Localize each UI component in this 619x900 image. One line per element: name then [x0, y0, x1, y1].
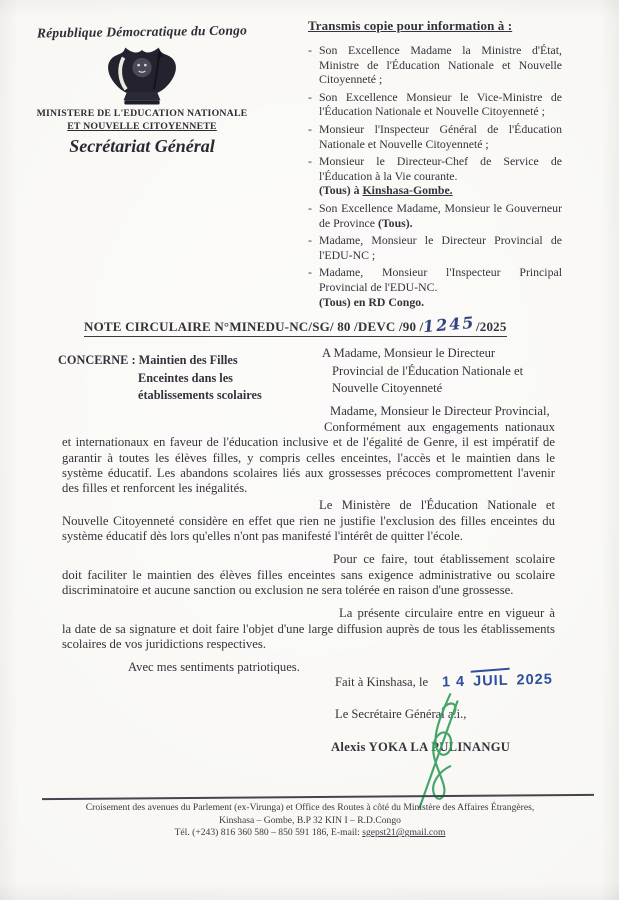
body-paragraph-4: La présente circulaire entre en vigueur à la date de sa signature et doit faire l'objet d'une large diffusion auprès de tous les établissements scolaires de vos juridictions respectives.: [62, 606, 555, 651]
subject-line3: établissements scolaires: [138, 388, 262, 402]
list-item-main: Madame, Monsieur l'Inspecteur Principal Provincial de l'EDU-NC.: [319, 265, 562, 294]
copy-distribution-block: [308, 18, 562, 312]
list-item: [308, 43, 562, 87]
tous-label: (Tous) en RD Congo.: [319, 294, 425, 309]
subject-label: CONCERNE :: [58, 353, 136, 367]
tous-label: (Tous).: [377, 215, 413, 230]
reference-suffix: /2025: [475, 319, 507, 334]
subject-line2: Enceintes dans les: [138, 370, 233, 385]
body-paragraph-1: Conformément aux engagements nationaux et internationaux en faveur de l'éducation inclusive et de l'égalité de Genre, il est impératif de garantir à toutes les élèves filles, y compris celles enceintes, l'accès et le maintien dans le système éducatif. Les abandons scolaires liés aux grossesses précoces compromettent l'avenir des filles et renforcent les inégalités.: [62, 420, 555, 496]
body-paragraph-3: Pour ce faire, tout établissement scolaire doit faciliter le maintien des élèves filles enceintes sans exigence administrative ou scolaire discriminatoire et aucune sanction ou exclusion ne sera tolérée en raison d'une grossesse.: [62, 552, 555, 597]
addressee-line2: Provincial de l'Éducation Nationale et: [332, 363, 524, 378]
signer-name: Alexis YOKA LA PULINANGU: [331, 740, 511, 754]
letterhead: [16, 24, 268, 157]
list-item: [308, 90, 562, 119]
subject-line1: [58, 352, 293, 370]
list-item-main: Son Excellence Madame, Monsieur le Gouverneur de Province: [319, 200, 562, 230]
secretariat-title: Secrétariat Général: [69, 136, 215, 156]
dash-bullet: -: [308, 121, 312, 136]
closing-formula: Avec mes sentiments patriotiques.: [128, 660, 300, 674]
addressee-block: [322, 345, 564, 398]
footer-divider: [42, 794, 594, 800]
distribution-heading: Transmis copie pour information à :: [308, 18, 513, 33]
footer-email: sgepst21@gmail.com: [362, 827, 446, 839]
country-title: République Démocratique du Congo: [36, 22, 248, 41]
footer-line3: [30, 827, 590, 840]
tous-label: (Tous) à: [319, 183, 363, 198]
signer-title: Le Secrétaire Général a.i.,: [335, 707, 467, 721]
dash-bullet: -: [308, 233, 312, 248]
reference-prefix: NOTE CIRCULAIRE N°MINEDU-NC/SG/ 80 /DEVC /90 /: [84, 319, 424, 334]
place-date-label: Fait à Kinshasa, le: [335, 675, 429, 689]
body-paragraph-2: Le Ministère de l'Éducation Nationale et Nouvelle Citoyenneté considère en effet que rien ne justifie l'exclusion des filles enceintes du système éducatif dès lors qu'elles n'ont pas manifesté l'intérêt de quitter l'école.: [62, 498, 555, 544]
stamp-month: JUIL: [472, 672, 509, 690]
subject-block: [58, 352, 293, 405]
dash-bullet: -: [308, 154, 312, 169]
list-item-text: [319, 201, 562, 230]
list-item-text: Son Excellence Madame la Ministre d'État, Ministre de l'Éducation Nationale et Nouvelle Citoyenneté ;: [319, 43, 562, 87]
list-item: [308, 122, 562, 151]
reference-line: [84, 312, 507, 337]
list-item-text: [319, 265, 562, 309]
coat-of-arms-icon: [100, 45, 184, 107]
list-item: [308, 201, 562, 230]
dash-bullet: -: [308, 89, 312, 104]
addressee-line1: A Madame, Monsieur le Directeur: [322, 346, 496, 360]
footer-address-block: [30, 802, 590, 840]
ministry-name-line2: ET NOUVELLE CITOYENNETE: [67, 120, 217, 132]
list-item-text: Madame, Monsieur le Directeur Provincial de l'EDU-NC ;: [319, 233, 562, 262]
stamp-year: 2025: [516, 671, 554, 689]
addressee-line3: Nouvelle Citoyenneté: [332, 381, 443, 395]
list-item-main: Monsieur le Directeur-Chef de Service de l'Éducation à la Vie courante.: [319, 154, 562, 183]
ministry-name-line1: MINISTERE DE L'EDUCATION NATIONALE: [36, 108, 248, 119]
footer-contact: Tél. (+243) 816 360 580 – 850 591 186, E-mail:: [174, 827, 363, 839]
dash-bullet: -: [308, 265, 312, 280]
list-item: [308, 154, 562, 198]
letter-body: [62, 420, 555, 652]
footer-line2: Kinshasa – Gombe, B.P 32 KIN I – R.D.Congo: [219, 814, 401, 826]
salutation: Madame, Monsieur le Directeur Provincial,: [330, 404, 550, 418]
list-item-text: [319, 154, 562, 198]
stamp-day: 1 4: [441, 673, 466, 691]
list-item: [308, 233, 562, 262]
subject-text: Maintien des Filles: [138, 353, 238, 367]
place-underlined: Kinshasa-Gombe.: [362, 183, 453, 198]
list-item: [308, 265, 562, 309]
dash-bullet: -: [308, 200, 312, 215]
dash-bullet: -: [308, 43, 312, 57]
footer-line1: Croisement des avenues du Parlement (ex-Virunga) et Office des Routes à côté du Ministère des Affaires Étrangères,: [85, 802, 535, 813]
handwritten-number: 1245: [422, 312, 477, 337]
list-item-text: Monsieur l'Inspecteur Général de l'Éducation Nationale et Nouvelle Citoyenneté ;: [319, 121, 562, 151]
list-item-text: Son Excellence Monsieur le Vice-Ministre de l'Éducation Nationale et Nouvelle Citoyenneté ;: [319, 89, 562, 119]
reference-underlined: [84, 312, 507, 337]
